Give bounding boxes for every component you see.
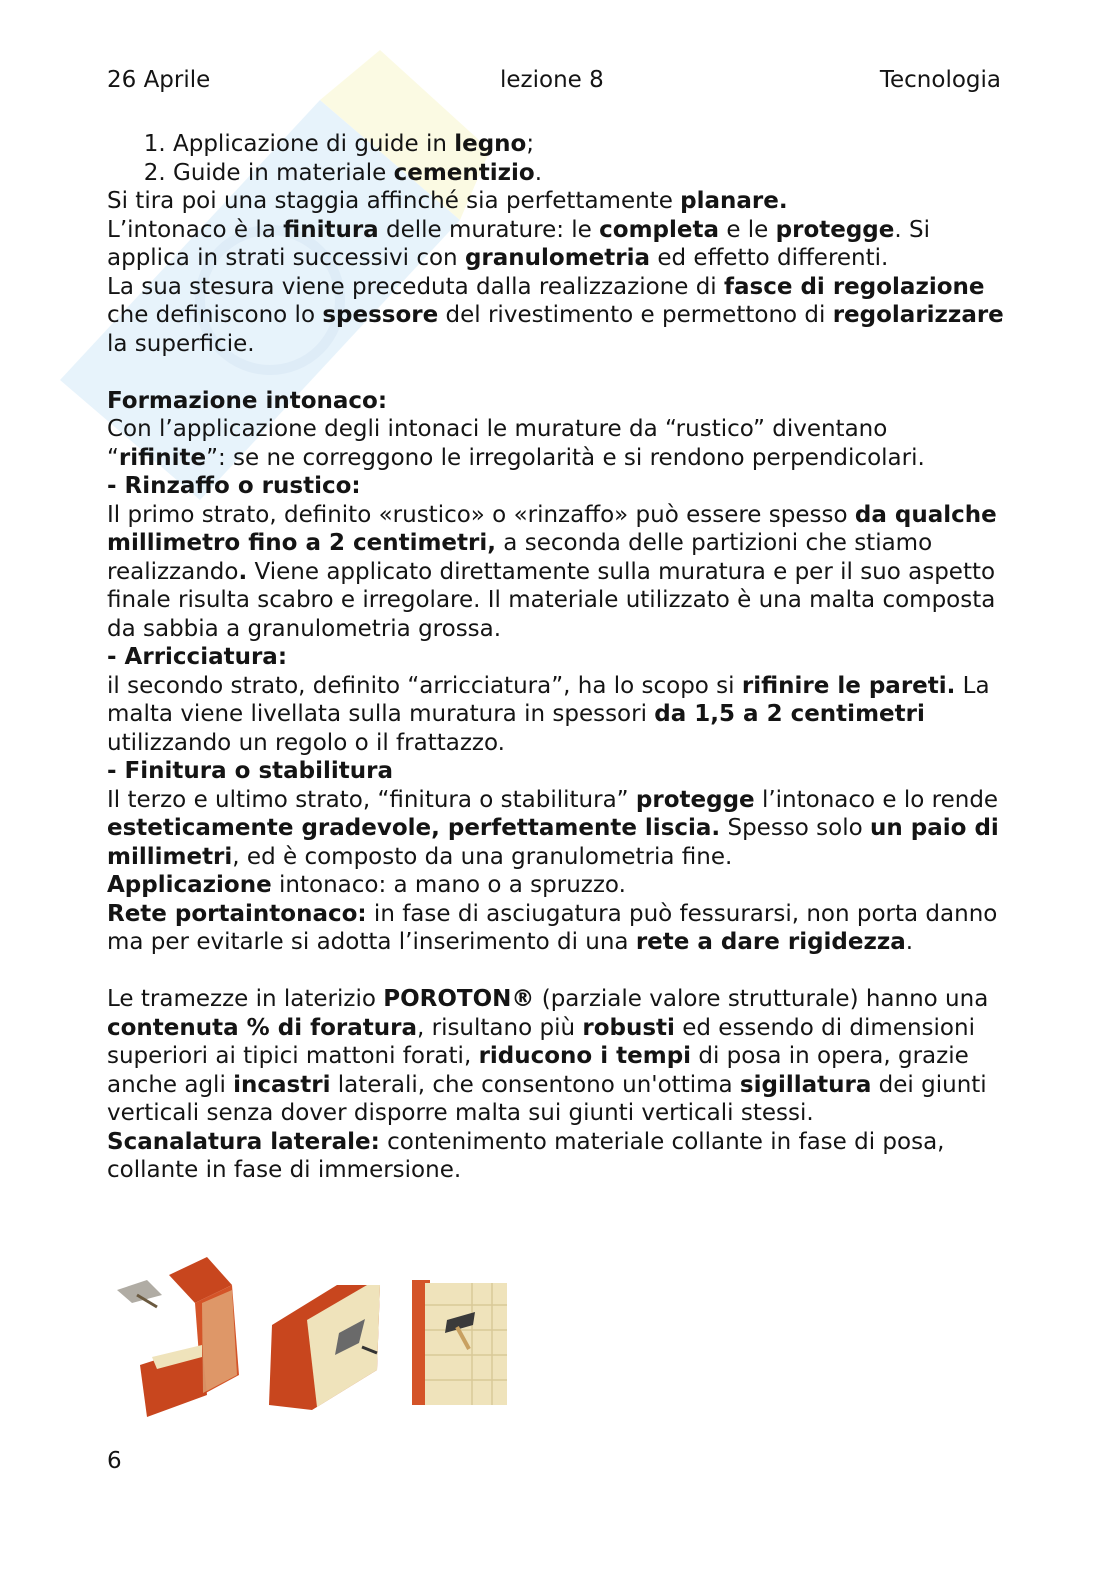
header-subject: Tecnologia [879,67,1001,93]
section-heading: - Arricciatura: [107,644,288,670]
guide-list [107,130,1012,187]
header-lesson: lezione 8 [500,67,604,93]
paragraph: Le tramezze in laterizio POROTON® (parziale valore strutturale) hanno una contenuta % di foratura, risultano più robusti ed essendo di dimensioni superiori ai tipici mattoni forati, riducono i tempi di posa in opera, grazie anche agli incastri laterali, che consentono un'ottima sigillatura dei giunti verticali senza dover disporre malta sui giunti verticali stessi. [107,986,989,1126]
paragraph: Rete portaintonaco: in fase di asciugatura può fessurarsi, non porta danno ma per evitarle si adotta l’inserimento di una rete a dare rigidezza. [107,900,998,955]
paragraph: il secondo strato, definito “arricciatura”, ha lo scopo si rifinire le pareti. La malta viene livellata sulla muratura in spessori da 1,5 a 2 centimetri utilizzando un regolo o il frattazzo. [107,672,990,756]
paragraph: Il primo strato, definito «rustico» o «rinzaffo» può essere spesso da qualche millimetro fino a 2 centimetri, a seconda delle partizioni che stiamo realizzando. Viene applicato direttamente sulla muratura e per il suo aspetto finale risulta scabro e irregolare. Il materiale utilizzato è una malta composta da sabbia a granulometria grossa. [107,501,997,642]
page-number: 6 [107,1448,122,1474]
section-heading: - Finitura o stabilitura [107,758,394,784]
list-item: 2. Guide in materiale cementizio. [173,159,1012,188]
paragraph: Si tira poi una staggia affinché sia perfettamente planare. [107,188,788,214]
section-heading: - Rinzaffo o rustico: [107,473,361,499]
list-item: 1. Applicazione di guide in legno; [173,130,1012,159]
plaster-layers-illustration [107,1245,522,1430]
figure-finitura [412,1280,507,1405]
document-body [107,130,1012,1185]
section-heading: Formazione intonaco: [107,387,388,414]
paragraph: La sua stesura viene preceduta dalla realizzazione di fasce di regolazione che definiscono lo spessore del rivestimento e permettono di regolarizzare la superficie. [107,273,1004,357]
paragraph: Scanalatura laterale: contenimento materiale collante in fase di posa, collante in fase di immersione. [107,1128,945,1183]
paragraph: Con l’applicazione degli intonaci le murature da “rustico” diventano “rifinite”: se ne correggono le irregolarità e si rendono perpendicolari. [107,416,925,471]
header-date: 26 Aprile [107,67,211,93]
paragraph: L’intonaco è la finitura delle murature: le completa e le protegge. Si applica in strati successivi con granulometria ed effetto differenti. [107,216,930,271]
paragraph: Applicazione intonaco: a mano o a spruzzo. [107,872,626,898]
paragraph: Il terzo e ultimo strato, “finitura o stabilitura” protegge l’intonaco e lo rende esteticamente gradevole, perfettamente liscia. Spesso solo un paio di millimetri, ed è composto da una granulometria fine. [107,786,999,870]
figure-arricciatura [269,1285,380,1410]
figure-rinzaffo [117,1257,239,1417]
